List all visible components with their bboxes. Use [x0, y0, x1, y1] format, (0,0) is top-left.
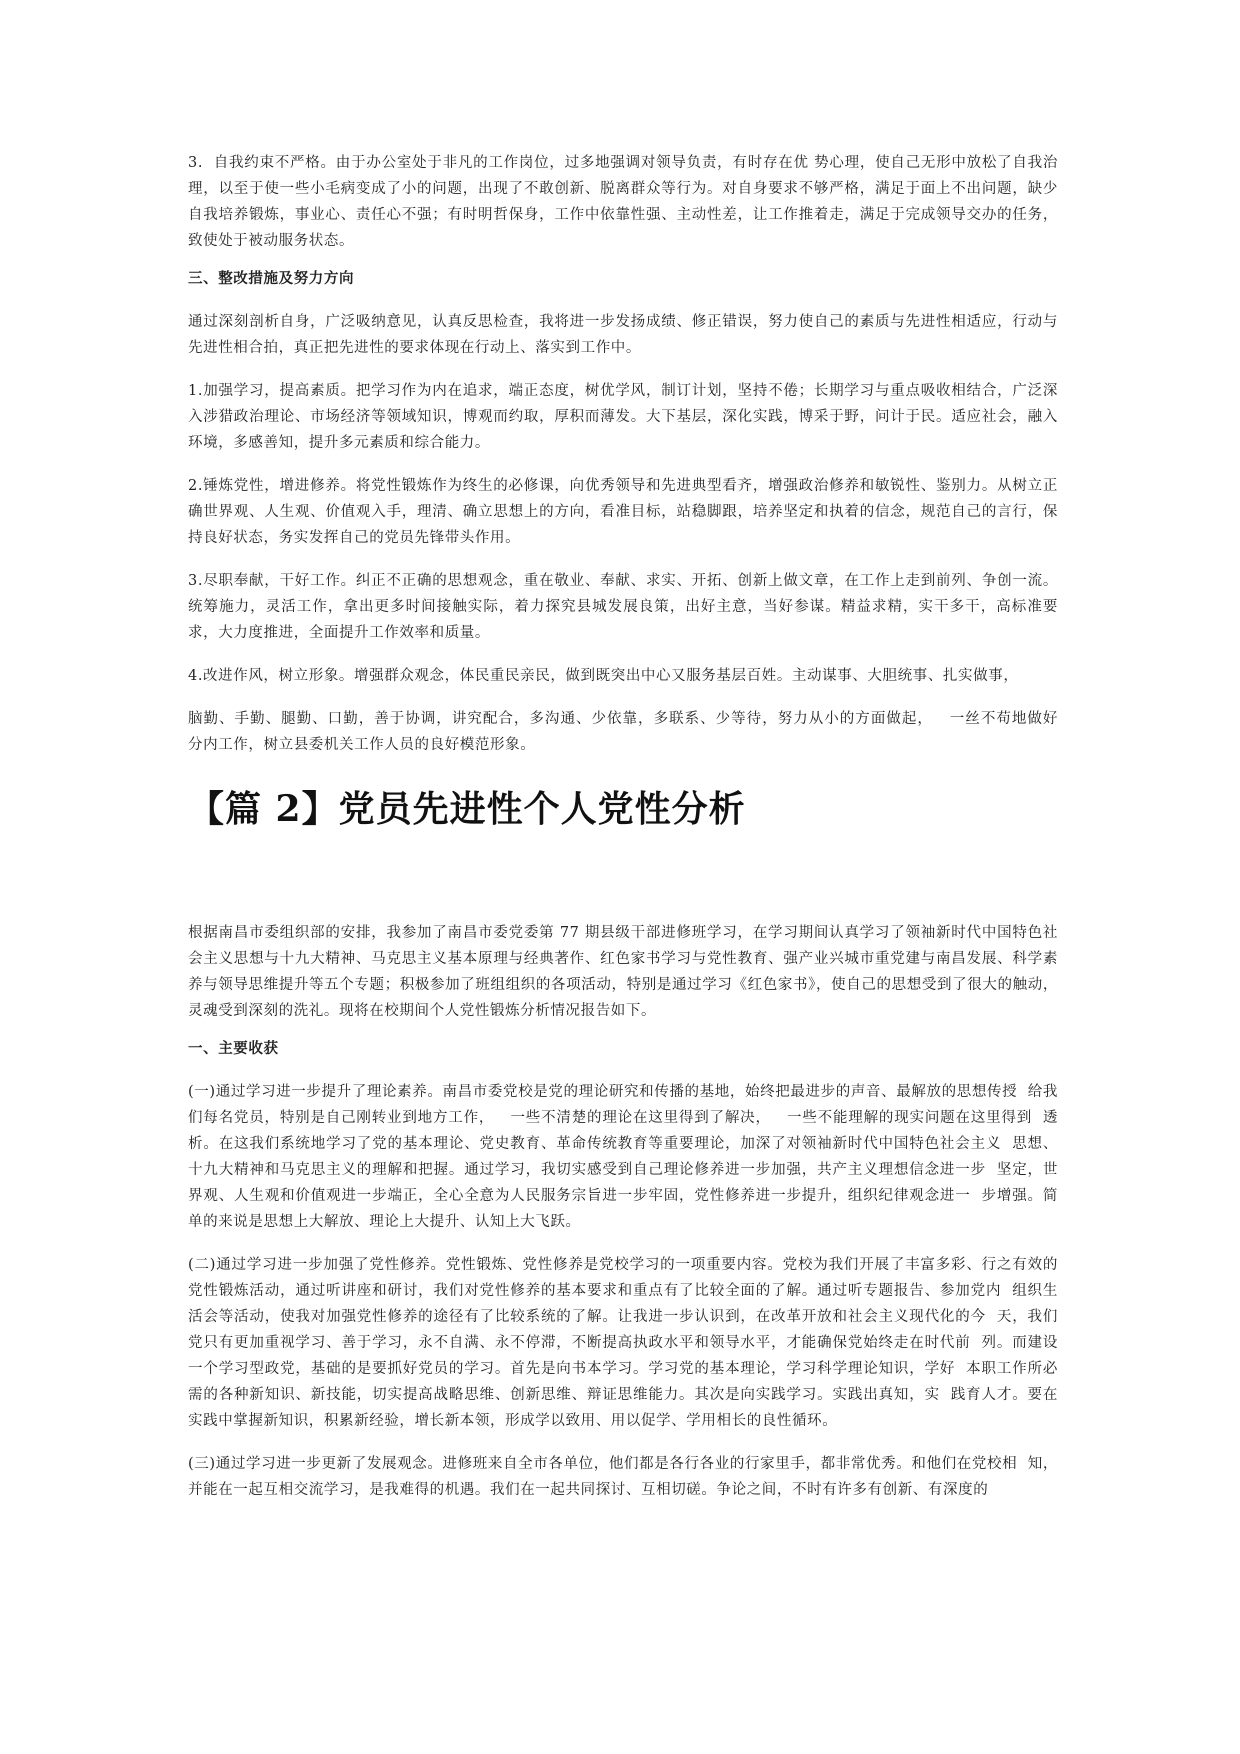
paragraph-measure-2: 2.锤炼党性，增进修养。将党性锻炼作为终生的必修课，向优秀领导和先进典型看齐，增强政治修养和敏锐性、鉴别力。从树立正确世界观、人生观、价值观入手，理清、确立思想上的方向，看准目标，站稳脚跟，培养坚定和执着的信念，规范自己的言行，保持良好状态，务实发挥自己的党员先锋带头作用。: [188, 478, 1058, 546]
section-heading-rectification: 三、整改措施及努力方向: [188, 271, 355, 287]
paragraph-gain-1: (一)通过学习进一步提升了理论素养。南昌市委党校是党的理论研究和传播的基地，始终把最进步的声音、最解放的思想传授 给我们每名党员，特别是自己刚转业到地方工作， 一些不清楚的理论在这里得到了解决， 一些不能理解的现实问题在这里得到 透析。在这我们系统地学习了党的基本理论、党史教育、革命传统教育等重要理论，加深了对领袖新时代中国特色社会主义 思想、十九大精神和马克思主义的理解和把握。通过学习，我切实感受到自己理论修养进一步加强，共产主义理想信念进一步 坚定，世界观、人生观和价值观进一步端正，全心全意为人民服务宗旨进一步牢固，党性修养进一步提升，组织纪律观念进一 步增强。简单的来说是思想上大解放、理论上大提升、认知上大飞跃。: [188, 1084, 1058, 1230]
paragraph-article-intro: 根据南昌市委组织部的安排，我参加了南昌市委党委第 77 期县级干部进修班学习，在学习期间认真学习了领袖新时代中国特色社会主义思想与十九大精神、马克思主义基本原理与经典著作、红色家书学习与党性教育、强产业兴城市重党建与南昌发展、科学素养与领导思维提升等五个专题；积极参加了班组组织的各项活动，特别是通过学习《红色家书》，使自己的思想受到了很大的触动，灵魂受到深刻的洗礼。现将在校期间个人党性锻炼分析情况报告如下。: [188, 925, 1058, 1019]
paragraph-measure-1: 1.加强学习，提高素质。把学习作为内在追求，端正态度，树优学风，制订计划，坚持不倦；长期学习与重点吸收相结合，广泛深入涉猎政治理论、市场经济等领域知识，博观而约取，厚积而薄发。大下基层，深化实践，博采于野，问计于民。适应社会，融入环境，多感善知，提升多元素质和综合能力。: [188, 383, 1058, 451]
paragraph-measure-4b: 脑勤、手勤、腿勤、口勤，善于协调，讲究配合，多沟通、少依靠，多联系、少等待，努力从小的方面做起， 一丝不苟地做好 分内工作，树立县委机关工作人员的良好模范形象。: [188, 711, 1069, 753]
paragraph-gain-2: (二)通过学习进一步加强了党性修养。党性锻炼、党性修养是党校学习的一项重要内容。党校为我们开展了丰富多彩、行之有效的党性锻炼活动，通过听讲座和研讨，我们对党性修养的基本要求和重点有了比较全面的了解。通过听专题报告、参加党内 组织生活会等活动，使我对加强党性修养的途径有了比较系统的了解。让我进一步认识到，在改革开放和社会主义现代化的今 天，我们党只有更加重视学习、善于学习，永不自满、永不停滞，不断提高执政水平和领导水平，才能确保党始终走在时代前 列。而建设一个学习型政党，基础的是要抓好党员的学习。首先是向书本学习。学习党的基本理论，学习科学理论知识，学好 本职工作所必需的各种新知识、新技能，切实提高战略思维、创新思维、辩证思维能力。其次是向实践学习。实践出真知，实 践育人才。要在实践中掌握新知识，积累新经验，增长新本领，形成学以致用、用以促学、学用相长的良性循环。: [188, 1257, 1058, 1429]
paragraph-measure-3: 3.尽职奉献，干好工作。纠正不正确的思想观念，重在敬业、奉献、求实、开拓、创新上做文章，在工作上走到前列、争创一流。统筹施力，灵活工作，拿出更多时间接触实际，着力探究县城发展良策，出好主意，当好参谋。精益求精，实干多干，高标准要求，大力度推进，全面提升工作效率和质量。: [188, 573, 1058, 641]
article-title: 【篇 2】党员先进性个人党性分析: [188, 788, 746, 830]
paragraph-self-discipline: 3. 自我约束不严格。由于办公室处于非凡的工作岗位，过多地强调对领导负责，有时存在优 势心理，使自己无形中放松了自我治理，以至于使一些小毛病变成了小的问题，出现了不敢创新、脱离群众等行为。对自身要求不够严格，满足于面上不出问题，缺少自我培养锻炼，事业心、责任心不强；有时明哲保身，工作中依靠性强、主动性差，让工作推着走，满足于完成领导交办的任务，致使处于被动服务状态。: [188, 155, 1058, 249]
paragraph-measure-4a: 4.改进作风，树立形象。增强群众观念，体民重民亲民，做到既突出中心又服务基层百姓。主动谋事、大胆统事、扎实做事，: [188, 668, 1019, 684]
paragraph-gain-3: (三)通过学习进一步更新了发展观念。进修班来自全市各单位，他们都是各行各业的行家里手，都非常优秀。和他们在党校相 知，并能在一起互相交流学习，是我难得的机遇。我们在一起共同探讨、互相切磋。争论之间，不时有许多有创新、有深度的: [188, 1456, 1058, 1498]
paragraph-rectification-intro: 通过深刻剖析自身，广泛吸纳意见，认真反思检查，我将进一步发扬成绩、修正错误，努力使自己的素质与先进性相适应，行动与先进性相合拍，真正把先进性的要求体现在行动上、落实到工作中。: [188, 314, 1058, 356]
section-heading-main-gains: 一、主要收获: [188, 1041, 279, 1057]
document-page: [188, 150, 1069, 1503]
